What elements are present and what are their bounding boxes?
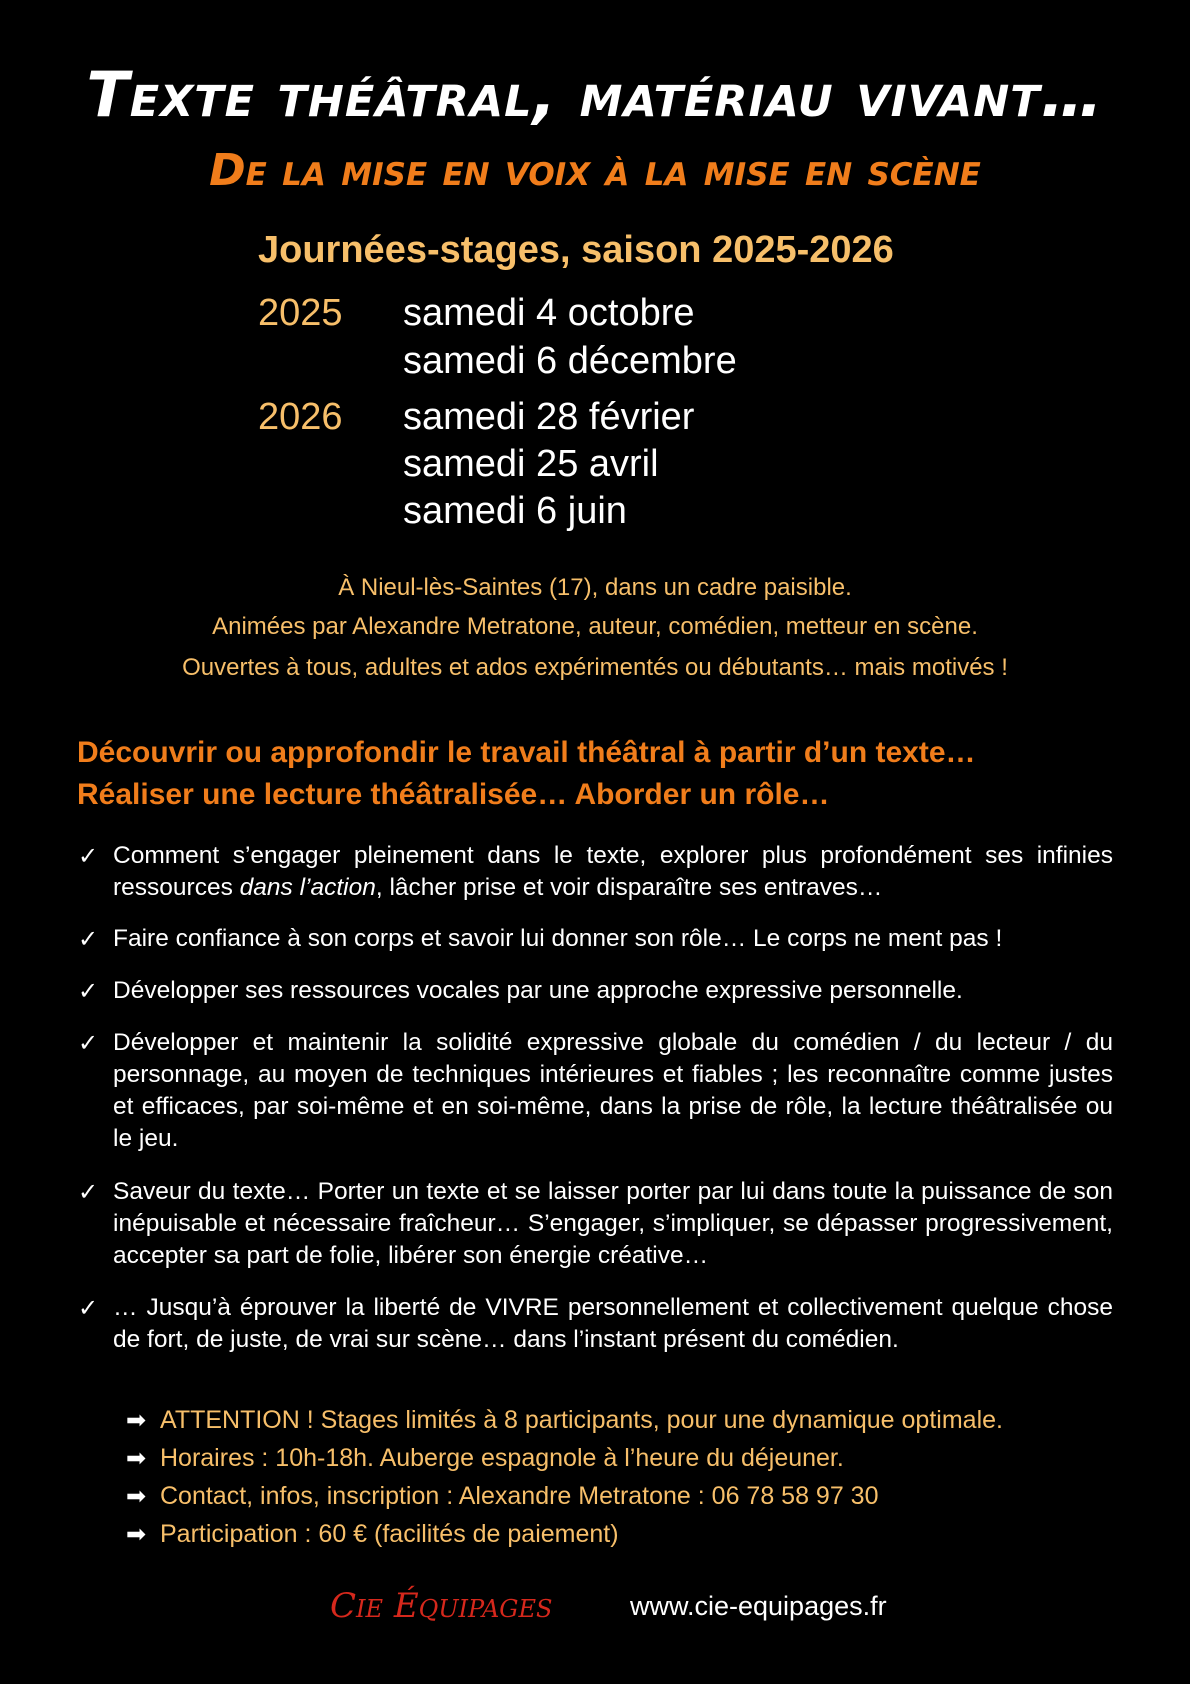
section-heading: Réaliser une lecture théâtralisée… Aborder un rôle… <box>77 778 830 811</box>
season-heading: Journées-stages, saison 2025-2026 <box>258 229 894 271</box>
page-subtitle: De la mise en voix à la mise en scène <box>209 145 981 196</box>
date-item: samedi 6 décembre <box>403 340 737 382</box>
arrow-right-icon: ➡ <box>126 1407 147 1434</box>
info-location: À Nieul-lès-Saintes (17), dans un cadre paisible. <box>338 574 852 601</box>
note-item: Contact, infos, inscription : Alexandre Metratone : 06 78 58 97 30 <box>160 1482 879 1510</box>
check-icon: ✓ <box>78 843 99 870</box>
website-link[interactable]: www.cie-equipages.fr <box>630 1591 887 1621</box>
section-heading: Découvrir ou approfondir le travail théâtral à partir d’un texte… <box>77 736 976 769</box>
bullet-item <box>113 840 1113 904</box>
bullet-item: … Jusqu’à éprouver la liberté de VIVRE personnellement et collectivement quelque chose de fort, de juste, de vrai sur scène… dans l’instant présent du comédien. <box>113 1294 1113 1353</box>
check-icon: ✓ <box>78 926 99 953</box>
bullet-item: Faire confiance à son corps et savoir lui donner son rôle… Le corps ne ment pas ! <box>113 925 1003 952</box>
note-item: ATTENTION ! Stages limités à 8 participants, pour une dynamique optimale. <box>160 1406 1003 1434</box>
bullet-item: Développer ses ressources vocales par une approche expressive personnelle. <box>113 977 963 1004</box>
year-label: 2025 <box>258 292 343 334</box>
check-icon: ✓ <box>78 1030 99 1057</box>
bullet-text-part: Comment s’engager pleinement dans le texte, explorer plus profondément ses infinies ressources <box>113 842 1113 901</box>
bullet-emphasis: dans l’action <box>239 874 376 901</box>
bullet-text-part: , lâcher prise et voir disparaître ses entraves… <box>375 874 883 901</box>
company-logo: Cie Équipages <box>330 1586 553 1626</box>
info-host: Animées par Alexandre Metratone, auteur, comédien, metteur en scène. <box>212 613 978 640</box>
arrow-right-icon: ➡ <box>126 1483 147 1510</box>
arrow-right-icon: ➡ <box>126 1521 147 1548</box>
date-item: samedi 25 avril <box>403 443 659 485</box>
date-item: samedi 4 octobre <box>403 292 695 334</box>
year-label: 2026 <box>258 396 343 438</box>
note-item: Participation : 60 € (facilités de paiement) <box>160 1520 619 1548</box>
bullet-item: Développer et maintenir la solidité expressive globale du comédien / du lecteur / du personnage, au moyen de techniques intérieures et fiables ; les reconnaître comme justes et efficaces, par soi-même et en soi-même, dans la prise de rôle, la lecture théâtralisée ou le jeu. <box>113 1029 1113 1152</box>
arrow-right-icon: ➡ <box>126 1445 147 1472</box>
date-item: samedi 28 février <box>403 396 695 438</box>
bullet-item: Saveur du texte… Porter un texte et se laisser porter par lui dans toute la puissance de son inépuisable et nécessaire fraîcheur… S’engager, s’impliquer, se dépasser progressivement, accepter sa part de folie, libérer son énergie créative… <box>113 1178 1113 1269</box>
check-icon: ✓ <box>78 1179 99 1206</box>
check-icon: ✓ <box>78 978 99 1005</box>
page-title: Texte théâtral, matériau vivant… <box>86 58 1104 131</box>
note-item: Horaires : 10h-18h. Auberge espagnole à l’heure du déjeuner. <box>160 1444 844 1472</box>
check-icon: ✓ <box>78 1295 99 1322</box>
date-item: samedi 6 juin <box>403 490 627 532</box>
info-audience: Ouvertes à tous, adultes et ados expérimentés ou débutants… mais motivés ! <box>182 654 1008 681</box>
